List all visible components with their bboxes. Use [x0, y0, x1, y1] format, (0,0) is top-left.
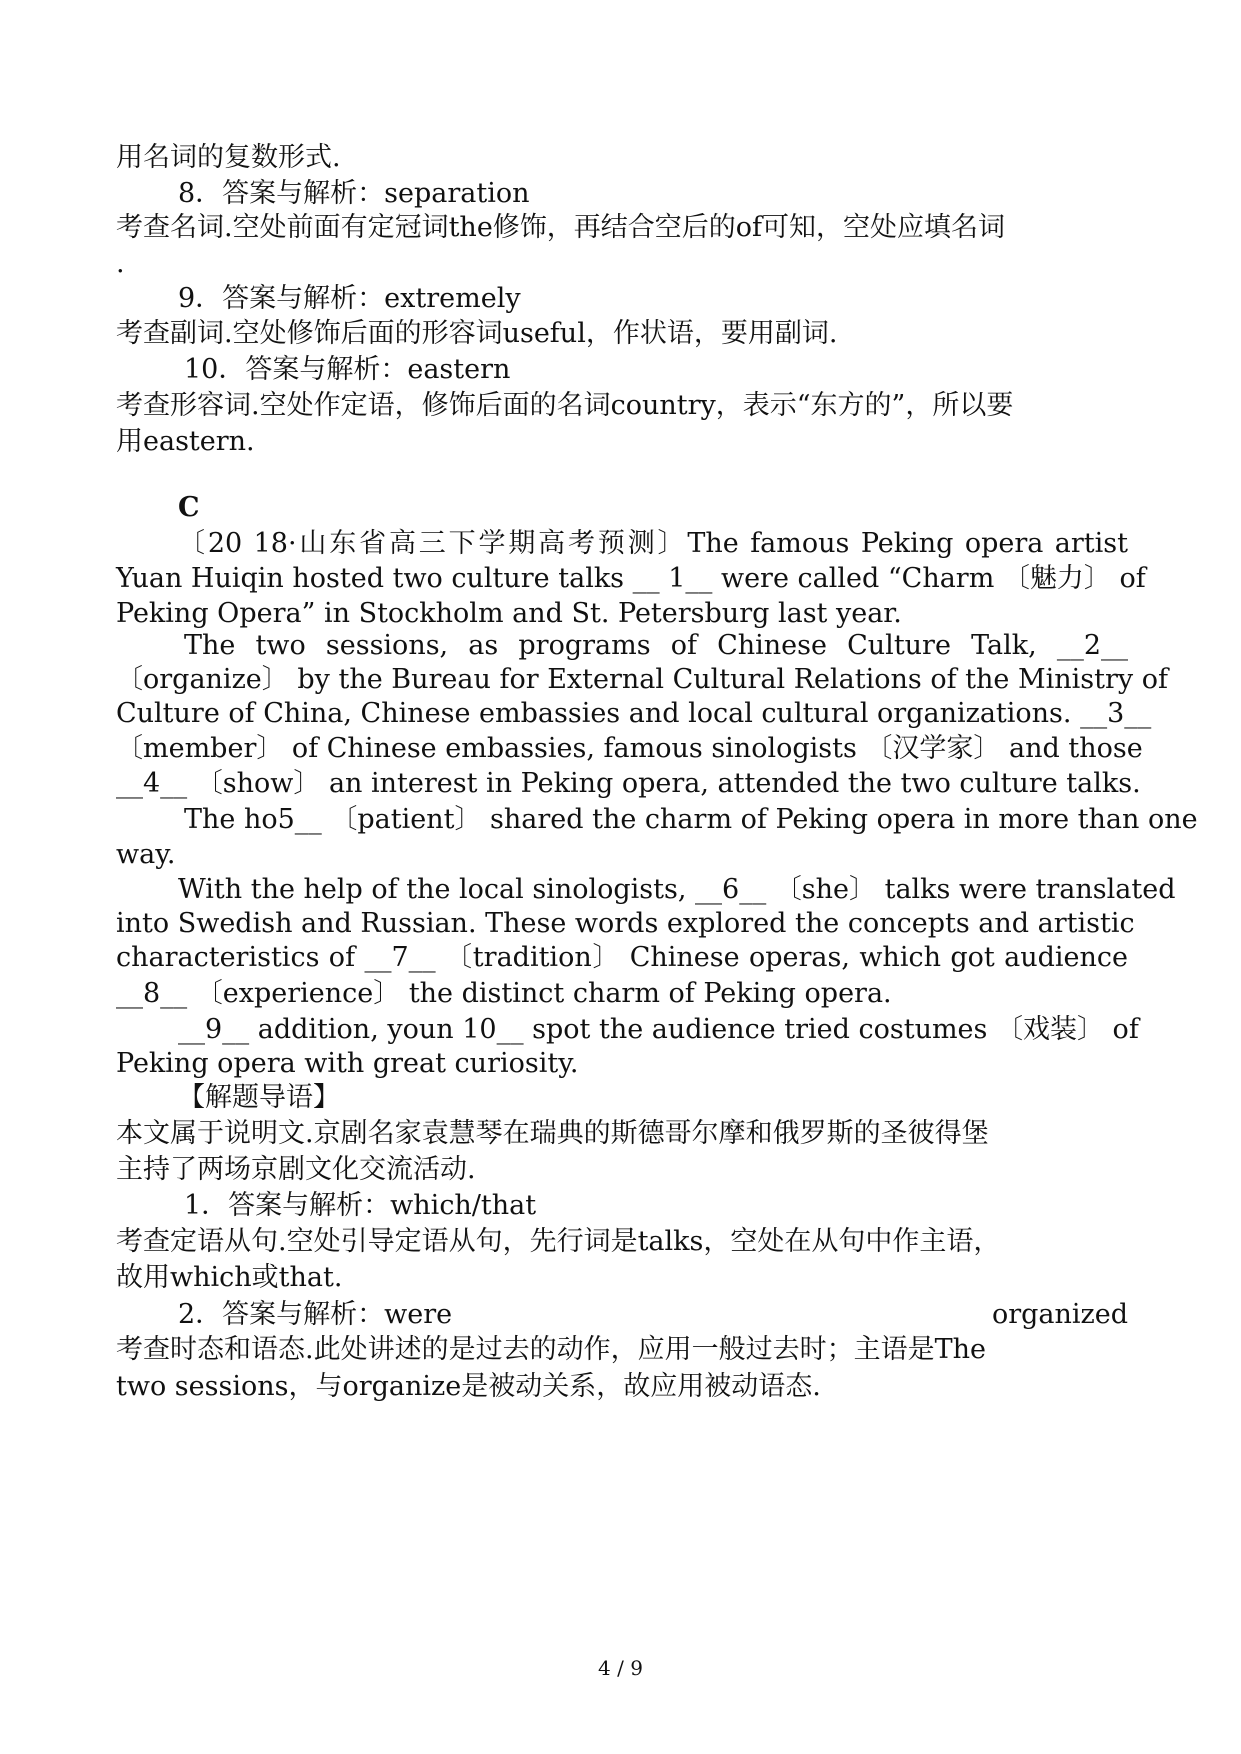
passage-line: The two sessions, as programs of Chinese Culture Talk, __2__ [184, 630, 1128, 661]
answer-part: 2．答案与解析：were [178, 1299, 453, 1330]
text-line: 考查副词.空处修饰后面的形容词useful，作状语，要用副词. [116, 318, 838, 349]
passage-line: 〔organize〕 by the Bureau for External Cultural Relations of the Ministry of [116, 664, 1168, 695]
text-line: 本文属于说明文.京剧名家袁慧琴在瑞典的斯德哥尔摩和俄罗斯的圣彼得堡 [116, 1118, 989, 1149]
guide-heading: 【解题导语】 [178, 1082, 340, 1113]
passage-line: into Swedish and Russian. These words explored the concepts and artistic [116, 908, 1135, 939]
passage-line: __9__ addition, youn 10__ spot the audience tried costumes 〔戏装〕 of [178, 1014, 1139, 1045]
passage-line: The ho5__ 〔patient〕 shared the charm of Peking opera in more than one [184, 804, 1198, 835]
answer-heading: 10．答案与解析：eastern [184, 354, 511, 385]
passage-line: Peking opera with great curiosity. [116, 1048, 579, 1079]
answer-heading [116, 1297, 1128, 1333]
passage-line: way. [116, 839, 176, 870]
page-number: 4 / 9 [598, 1656, 643, 1680]
passage-line: characteristics of __7__ 〔tradition〕 Chinese operas, which got audience [116, 942, 1128, 973]
text-line: 故用which或that. [116, 1262, 343, 1293]
passage-line: Culture of China, Chinese embassies and local cultural organizations. __3__ [116, 698, 1152, 729]
passage-line: __8__ 〔experience〕 the distinct charm of Peking opera. [116, 978, 892, 1009]
passage-line: 〔20 18·山东省高三下学期高考预测〕The famous Peking opera artist [178, 528, 1128, 559]
text-line: 考查时态和语态.此处讲述的是过去的动作，应用一般过去时；主语是The [116, 1334, 986, 1365]
text-line: 考查定语从句.空处引导定语从句，先行词是talks，空处在从句中作主语， [116, 1226, 1001, 1257]
text-line: 考查名词.空处前面有定冠词the修饰，再结合空后的of可知，空处应填名词 [116, 212, 1006, 243]
text-line: two sessions，与organize是被动关系，故应用被动语态. [116, 1371, 821, 1402]
passage-line: 〔member〕 of Chinese embassies, famous sinologists 〔汉学家〕 and those [116, 733, 1143, 764]
answer-heading: 8．答案与解析：separation [178, 178, 530, 209]
answer-part: organized [991, 1299, 1128, 1330]
passage-line: __4__ 〔show〕 an interest in Peking opera, attended the two culture talks. [116, 768, 1141, 799]
section-heading: C [178, 492, 200, 523]
text-line: 主持了两场京剧文化交流活动. [116, 1154, 476, 1185]
text-line: 用eastern. [116, 426, 255, 457]
text-line: 考查形容词.空处作定语，修饰后面的名词country，表示“东方的”，所以要 [116, 390, 1014, 421]
passage-line: With the help of the local sinologists, __6__ 〔she〕 talks were translated [178, 874, 1176, 905]
answer-heading: 1．答案与解析：which/that [184, 1190, 537, 1221]
answer-heading: 9．答案与解析：extremely [178, 283, 521, 314]
passage-line: Peking Opera” in Stockholm and St. Petersburg last year. [116, 598, 902, 629]
passage-line: Yuan Huiqin hosted two culture talks __ 1__ were called “Charm 〔魅力〕 of [116, 563, 1146, 594]
text-line: . [116, 248, 125, 279]
text-line: 用名词的复数形式. [116, 142, 341, 173]
